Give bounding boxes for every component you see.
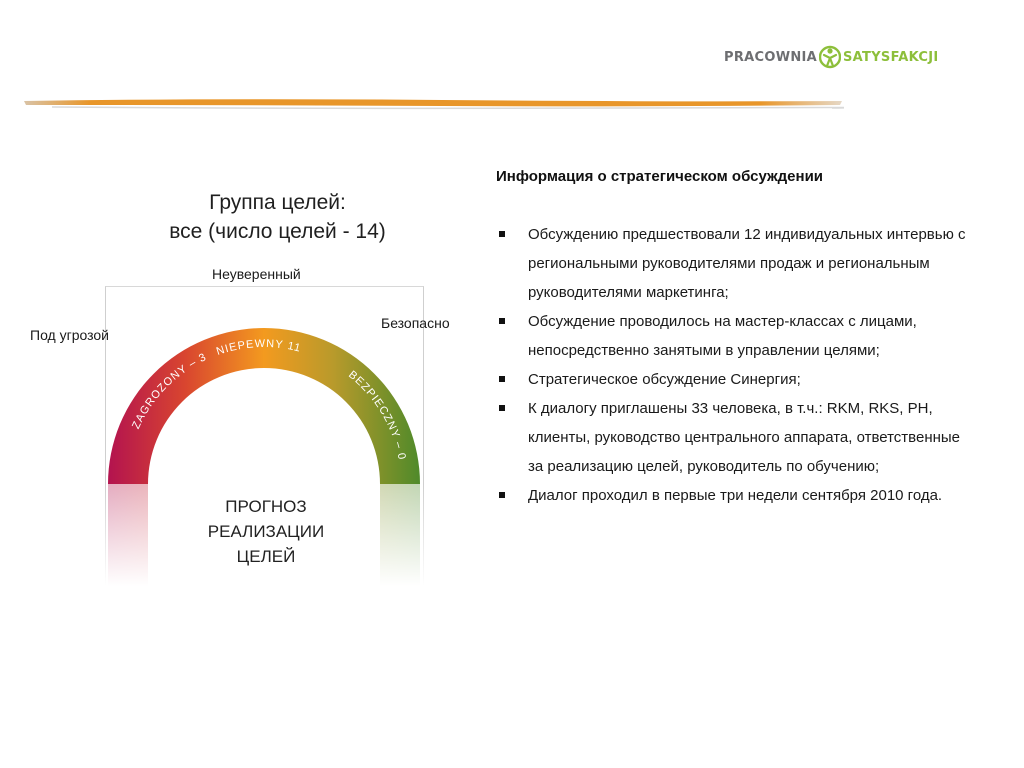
bullet-square-icon (499, 376, 505, 382)
gauge-center-line2: РЕАЛИЗАЦИИ (207, 522, 325, 541)
person-circle-icon (819, 45, 841, 69)
gauge-center-line1: ПРОГНОЗ (225, 497, 307, 516)
discussion-info (496, 166, 966, 510)
list-item-text: Стратегическое обсуждение Синергия; (528, 371, 801, 388)
company-logo (724, 42, 939, 72)
gauge-label-threatened: Под угрозой (30, 327, 109, 343)
bullet-square-icon (499, 405, 505, 411)
goal-group-title-line1: Группа целей: (209, 191, 346, 214)
arc-label-safe: BEZPIECZNY – 0 (346, 368, 408, 462)
gauge-center-line3: ЦЕЛЕЙ (236, 547, 296, 566)
goal-group-title (105, 188, 450, 246)
gauge-label-safe: Безопасно (381, 315, 450, 331)
list-item-text: Диалог проходил в первые три недели сентября 2010 года. (528, 487, 943, 504)
gauge-label-uncertain: Неуверенный (212, 266, 301, 282)
arc-label-uncertain: NIEPEWNY 11 (214, 337, 303, 358)
list-item-text: Обсуждение проводилось на мастер-классах с лицами, непосредственно занятыми в управлении целями; (528, 313, 917, 359)
list-item (496, 307, 966, 365)
bullet-square-icon (499, 492, 505, 498)
discussion-info-heading: Информация о стратегическом обсуждении (496, 168, 824, 185)
bullet-square-icon (499, 231, 505, 237)
list-item (496, 481, 966, 510)
list-item-text: Обсуждению предшествовали 12 индивидуальных интервью с региональными руководителями продаж и региональным руководителями маркетинга; (528, 226, 966, 301)
list-item (496, 394, 966, 481)
header-divider (22, 96, 844, 110)
logo-text-part1: PRACOWNIA (724, 49, 818, 65)
arc-label-threatened: ZAGROZONY – 3 (130, 351, 209, 431)
bullet-square-icon (499, 318, 505, 324)
list-item (496, 365, 966, 394)
discussion-info-list (496, 220, 966, 510)
list-item (496, 220, 966, 307)
list-item-text: К диалогу приглашены 33 человека, в т.ч.: RKM, RKS, PH, клиенты, руководство центрального аппарата, ответственные за реализацию целей, руководитель по обучению; (528, 400, 961, 475)
gauge-center-caption (180, 494, 352, 569)
logo-text-part2: SATYSFAKCJI (843, 49, 939, 65)
goal-group-title-line2: все (число целей - 14) (169, 220, 386, 243)
